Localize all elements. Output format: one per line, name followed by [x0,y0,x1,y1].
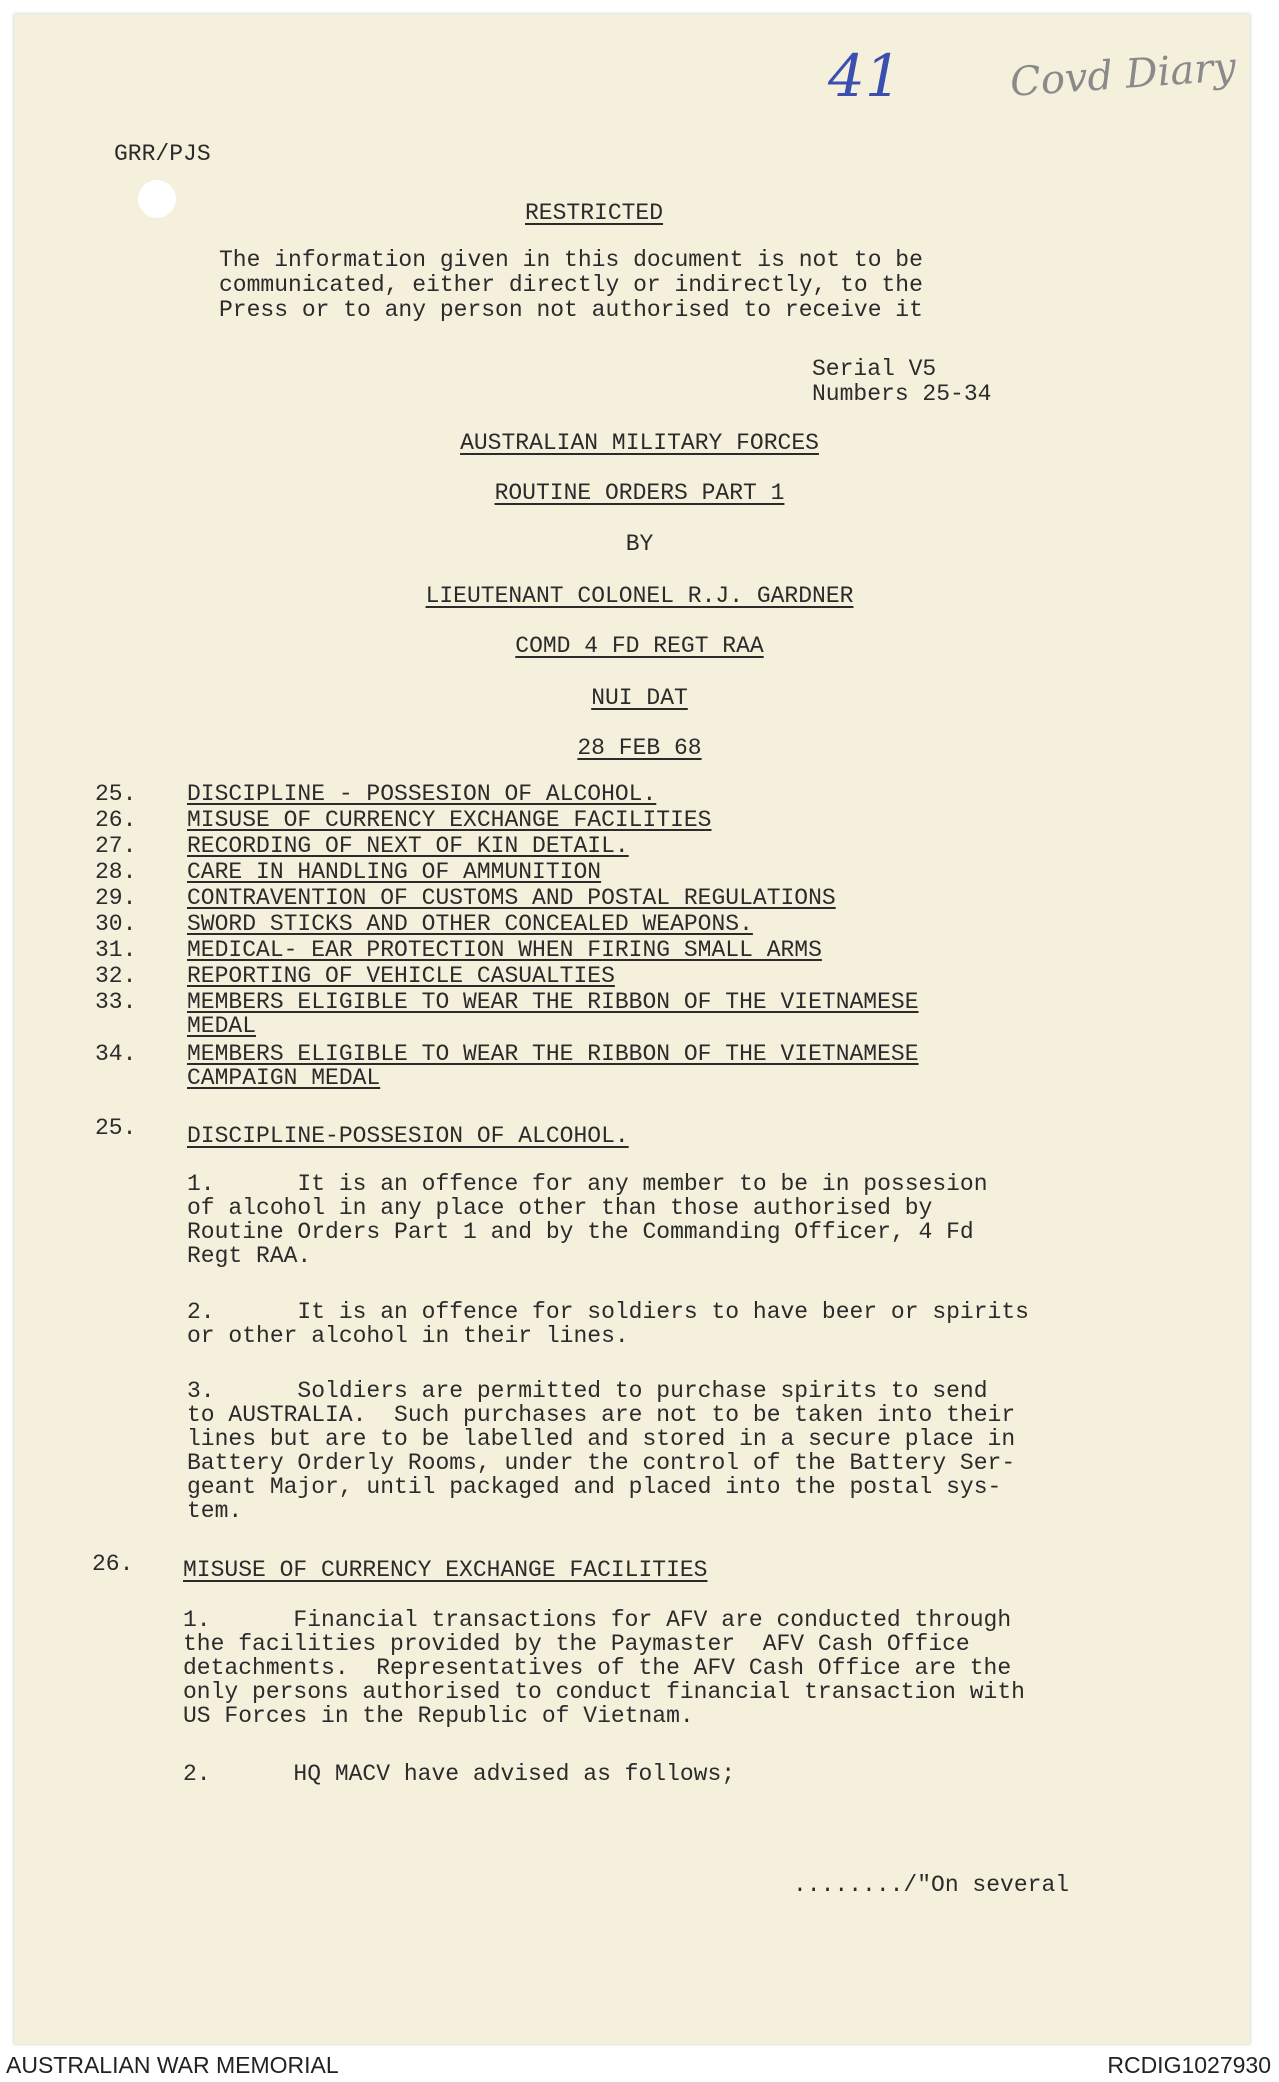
caveat-line-2: communicated, either directly or indirectly, to the [219,272,923,298]
force-title: AUSTRALIAN MILITARY FORCES [460,430,819,456]
contents-number: 25. [95,781,137,807]
contents-title: RECORDING OF NEXT OF KIN DETAIL. [187,833,629,859]
contents-title: DISCIPLINE - POSSESION OF ALCOHOL. [187,781,657,807]
contents-item [95,886,1095,911]
archive-reference: RCDIG1027930 [1107,2052,1271,2078]
contents-title-continued: MEDAL [187,1013,257,1039]
contents-item [95,964,1095,989]
contents-title: MEMBERS ELIGIBLE TO WEAR THE RIBBON OF THE VIETNAMESE [187,1041,919,1067]
contents-title: CARE IN HANDLING OF AMMUNITION [187,859,602,885]
contents-number: 32. [95,963,137,989]
serial-number: Serial V5 [812,356,937,382]
contents-item [95,989,1095,1039]
contents-number: 33. [95,989,137,1015]
section-26-paragraph-1: 1. Financial transactions for AFV are conducted through the facilities provided by the Paymaster AFV Cash Office detachments. Representatives of the AFV Cash Office are the only persons authorised to conduct financial transaction with US Forces in the Republic of Vietnam. [183,1607,1025,1729]
contents-title: CONTRAVENTION OF CUSTOMS AND POSTAL REGULATIONS [187,885,836,911]
handwritten-folio-number: 41 [828,42,902,110]
section-26-paragraph-2: 2. HQ MACV have advised as follows; [183,1761,736,1787]
order-date: 28 FEB 68 [577,735,702,761]
contents-item [95,860,1095,885]
commanding-officer: LIEUTENANT COLONEL R.J. GARDNER [425,583,854,609]
orders-title: ROUTINE ORDERS PART 1 [494,480,785,506]
contents-item [95,782,1095,807]
contents-title: SWORD STICKS AND OTHER CONCEALED WEAPONS. [187,911,753,937]
section-25-heading: DISCIPLINE-POSSESION OF ALCOHOL. [187,1123,629,1149]
section-25-paragraph-3: 3. Soldiers are permitted to purchase spirits to send to AUSTRALIA. Such purchases are not to be taken into their lines but are to be labelled and stored in a secure place in Battery Orderly Rooms, under the control of the Battery Ser- geant Major, until packaged and placed into the postal sys- tem. [187,1378,1016,1524]
reference-code: GRR/PJS [114,141,211,167]
contents-title: MISUSE OF CURRENCY EXCHANGE FACILITIES [187,807,712,833]
contents-title: MEDICAL- EAR PROTECTION WHEN FIRING SMALL ARMS [187,937,822,963]
contents-number: 26. [95,807,137,833]
contents-title-continued: CAMPAIGN MEDAL [187,1065,381,1091]
archive-credit: AUSTRALIAN WAR MEMORIAL [6,2052,339,2078]
contents-number: 30. [95,911,137,937]
contents-number: 28. [95,859,137,885]
by-line: BY [625,531,654,557]
contents-number: 27. [95,833,137,859]
location: NUI DAT [591,685,688,711]
contents-number: 34. [95,1041,137,1067]
order-numbers: Numbers 25-34 [812,381,992,407]
section-25-paragraph-1: 1. It is an offence for any member to be in possesion of alcohol in any place other than those authorised by Routine Orders Part 1 and by the Commanding Officer, 4 Fd Regt RAA. [187,1171,988,1269]
classification-heading: RESTRICTED [525,200,664,226]
punch-hole [138,180,176,218]
contents-title: REPORTING OF VEHICLE CASUALTIES [187,963,615,989]
contents-number: 31. [95,937,137,963]
caveat-line-1: The information given in this document is not to be [219,247,923,273]
section-26-number: 26. [92,1551,134,1577]
contents-title: MEMBERS ELIGIBLE TO WEAR THE RIBBON OF THE VIETNAMESE [187,989,919,1015]
unit-name: COMD 4 FD REGT RAA [515,633,764,659]
contents-item [95,834,1095,859]
section-26-heading: MISUSE OF CURRENCY EXCHANGE FACILITIES [183,1557,708,1583]
caveat-line-3: Press or to any person not authorised to receive it [219,297,923,323]
handwritten-note: Covd Diary [1008,44,1238,106]
contents-item [95,808,1095,833]
contents-number: 29. [95,885,137,911]
contents-item [95,938,1095,963]
section-25-paragraph-2: 2. It is an offence for soldiers to have beer or spirits or other alcohol in their lines. [187,1299,1029,1349]
continuation-catchword: ......../"On several [793,1872,1070,1898]
contents-item [95,1041,1095,1091]
section-25-number: 25. [95,1115,137,1141]
contents-item [95,912,1095,937]
